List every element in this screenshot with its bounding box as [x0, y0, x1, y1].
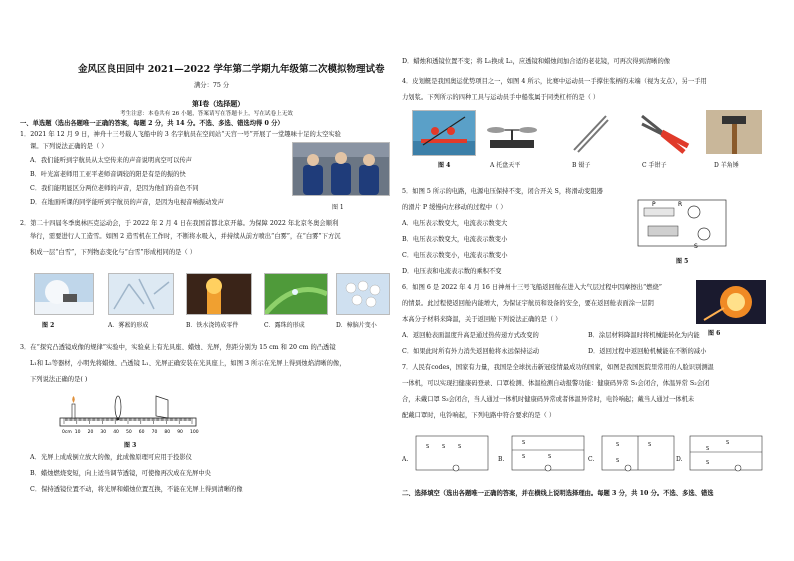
- claw-hammer-image: [706, 110, 762, 154]
- q3-stem-2: L₁和 L₂等器材，小明先将蜡烛、凸透镜 L₁、光屏正确安装在光具座上，如图 3 所示在光屏上得到烛焰清晰的像，: [30, 360, 346, 367]
- switch-label: S: [694, 243, 698, 250]
- svg-text:S: S: [548, 454, 552, 460]
- svg-text:S: S: [648, 442, 652, 448]
- part-heading: 第Ⅰ卷（选择题）: [192, 99, 245, 108]
- svg-text:S: S: [522, 454, 526, 460]
- reentry-capsule-photo: [696, 280, 766, 324]
- q3-option-a: A．光屏上成成倒立放大的像，此成像原理可应用于投影仪: [30, 454, 192, 461]
- bench-tick-label: 20: [87, 430, 94, 434]
- svg-text:S: S: [706, 460, 710, 466]
- dew-photo: [264, 273, 328, 315]
- bench-tick-label: 50: [126, 430, 132, 434]
- screen: [156, 396, 168, 418]
- q6-stem-2: 的情景。此过程使返回舱内能增大，为保证宇航员和设备的安全，要在返回舱表面涂一层阴: [402, 300, 654, 307]
- rheostat-label: R: [678, 201, 683, 208]
- q2-stem-1: 2．第二十四届冬季奥林匹克运动会，于 2022 年 2 月 4 日在我国首都北京开幕。为保障 2022 年北京冬奥会顺利: [20, 220, 339, 227]
- camphor-photo: [336, 273, 390, 315]
- bench-tick-label: 100: [190, 430, 199, 434]
- svg-text:S: S: [706, 446, 710, 452]
- fig1-caption: 图 1: [332, 204, 344, 211]
- q6-option-c: C．如果此时所有外力消失返回舱将永远保持运动: [402, 348, 540, 355]
- q2-option-a: A．雾凇的形成: [108, 322, 149, 329]
- q6-option-a: A．返回舱表面温度升高是通过热传递方式改变的: [402, 332, 539, 339]
- section1-heading: 一、单选题（选出各题唯一正确的答案，每题 2 分，共 14 分。不选、多选、错选均得 0 分）: [20, 120, 284, 127]
- circuit-option-a: [412, 428, 492, 478]
- fig5-caption: 图 5: [676, 258, 689, 265]
- svg-text:S: S: [442, 444, 446, 450]
- q6-option-d: D．返回过程中返回舱机械能在不断的减小: [588, 348, 707, 355]
- q1-stem-2: 课。下列说法正确的是（ ）: [30, 143, 108, 150]
- fig4-caption: 图 4: [438, 162, 451, 169]
- candle: [72, 404, 75, 418]
- q5-option-b: B．电压表示数变大，电流表示数变小: [402, 236, 508, 243]
- right-column: [402, 0, 780, 561]
- svg-text:S: S: [726, 440, 730, 446]
- score-line: 满分：75 分: [194, 82, 230, 89]
- svg-text:S: S: [522, 440, 526, 446]
- q7-option-d: D.: [676, 456, 683, 463]
- q4-option-b: B 镊子: [572, 162, 591, 169]
- exam-title: 金风区良田回中 2021—2022 学年第二学期九年级第二次模拟物理试卷: [78, 64, 385, 75]
- q4-option-c: C 手钳子: [642, 162, 667, 169]
- fig2-caption: 图 2: [42, 322, 55, 329]
- q3-option-d: D．蜡烛和透镜位置不变；将 L₁换成 L₂，应透镜和蜡烛间加合适的老花镜，可再次得到清晰的像: [402, 58, 671, 65]
- q1-option-a: A．我们能听到宇航员从太空传来的声音说明真空可以传声: [30, 157, 192, 164]
- bench-tick-label: 40: [113, 430, 119, 434]
- q5-option-a: A．电压表示数变大，电流表示数变大: [402, 220, 508, 227]
- tweezers-image: [566, 110, 614, 154]
- optical-bench-diagram: [56, 390, 206, 434]
- q7-option-c: C.: [588, 456, 595, 463]
- exam-notice: 考生注意：本卷共有 26 小题，答案请写在答题卡上，写在试卷上无效: [120, 111, 293, 117]
- rheostat: [644, 208, 674, 216]
- section2-heading: 二、选择填空（选出各题唯一正确的答案，并在横线上说明选择理由。每题 3 分，共 10 分。不选、多选、错选: [402, 490, 714, 497]
- q5-stem-2: 的滑片 P 缓慢向左移动的过程中（ ）: [402, 204, 507, 211]
- slider-label: P: [652, 201, 656, 208]
- rime-photo: [108, 273, 174, 315]
- q3-option-b: B．蜡烛燃烧变短，向上适当调节透镜，可使像再次成在光屏中央: [30, 470, 211, 477]
- molten-iron-photo: [186, 273, 252, 315]
- q7-stem-3: 合，未戴口罩 S₃会闭合，当人通过一体机时健康码异常或者体温异常时，电铃响起；戴当人通过一体机未: [402, 396, 695, 403]
- q5-option-c: C．电压表示数变小，电流表示数变小: [402, 252, 508, 259]
- bench-tick-label: 60: [138, 430, 145, 434]
- q2-option-b: B．铁水浇铸成零件: [186, 322, 239, 329]
- q4-stem-1: 4．皮划艇是我国奥运优势项目之一，如图 4 所示，比赛中运动员一手撑住浆柄的末端（视为支点），另一手用: [402, 78, 707, 85]
- balance-image: [484, 114, 540, 150]
- svg-text:S: S: [458, 444, 462, 450]
- fig3-caption: 图 3: [124, 442, 137, 449]
- q3-stem-3: 下列说法正确的是( ): [30, 376, 88, 383]
- q7-stem-1: 7．人民有codes，国家有力量，我国是全球抗击新冠疫情最成功的国家，如图是我国医院里常用的人脸识别测温: [402, 364, 714, 371]
- q6-stem-3: 本高分子材料来降温，关于返回舱下列说法正确的是（ ）: [402, 316, 562, 323]
- bench-tick-label: 90: [177, 430, 183, 434]
- q1-option-d: D．在地面听课的同学能听到宇航员的声音，是因为电视音响振动发声: [30, 199, 224, 206]
- q1-option-c: C．我们能明显区分两位老师的声音，是因为他们的音色不同: [30, 185, 199, 192]
- q2-stem-3: 积成一层“白雪”，下列物态变化与“白雪”形成相同的是（ ）: [30, 249, 197, 256]
- q4-option-d: D 羊角锤: [714, 162, 739, 169]
- q2-option-d: D．樟脑片变小: [336, 322, 377, 329]
- circuit-option-c: [598, 428, 678, 478]
- bench-tick-label: 70: [151, 430, 158, 434]
- kayak-photo: [412, 110, 476, 156]
- bench-tick-label: 0cm: [62, 430, 72, 434]
- svg-text:S: S: [616, 442, 620, 448]
- voltmeter: [688, 206, 700, 218]
- q7-option-b: B.: [498, 456, 505, 463]
- bench-tick-label: 10: [74, 430, 81, 434]
- q2-stem-2: 举行，需要进行人工造雪。如图 2 造雪机在工作时，不断将水吸入，并持续从前方喷出“白雾”，在“白雾”下方沉: [30, 233, 341, 240]
- fig6-caption: 图 6: [708, 330, 721, 337]
- circuit-option-b: [508, 428, 588, 478]
- q5-option-d: D．电压表和电流表示数的乘积不变: [402, 268, 502, 275]
- ammeter: [698, 228, 710, 240]
- q7-stem-4: 配戴口罩时，电铃响起，下列电路中符合要求的是（ ）: [402, 412, 556, 419]
- q2-option-c: C．露珠的形成: [264, 322, 305, 329]
- lens: [115, 396, 121, 418]
- q1-option-b: B．叶光富老师用工亚平老师音调较的阳是有是的振的快: [30, 171, 186, 178]
- circuit-fig5: [634, 196, 730, 252]
- q7-option-a: A.: [402, 456, 409, 463]
- q7-stem-2: 一体机，可以实现扫健康码登录、口罩检测、体温检测自动报警功能：健康码异常 S₁会闭合，体温异常 S₂会闭: [402, 380, 710, 387]
- q6-option-b: B．涂层材料降温时将机械能转化为内能: [588, 332, 700, 339]
- svg-text:S: S: [616, 458, 620, 464]
- bench-tick-label: 80: [164, 430, 171, 434]
- astronauts-photo: [292, 142, 390, 196]
- q4-stem-2: 力划浆。下列所示的四种工具与运动员手中船浆属于同类杠杆的是（ ）: [402, 94, 600, 101]
- q5-stem-1: 5．如图 5 所示的电路，电源电压保持不变，闭合开关 S，将滑动变阻器: [402, 188, 603, 195]
- q1-stem-1: 1．2021 年 12 月 9 日，神舟十三号载人飞船中的 3 名宇航员在空间站“天宫一号”开展了一堂趣味十足的太空实验: [20, 131, 341, 138]
- left-column: [20, 0, 398, 561]
- q6-stem-1: 6．如图 6 是 2022 年 4 月 16 日神州十三号飞船返回舱在进入大气层过程中因摩擦出“燃烧”: [402, 284, 663, 291]
- bench-tick-label: 30: [100, 430, 107, 434]
- svg-text:S: S: [426, 444, 430, 450]
- q4-option-a: A 托盘天平: [490, 162, 521, 169]
- pliers-image: [636, 110, 692, 154]
- circuit-option-d: [686, 428, 766, 478]
- snow-machine-photo: [34, 273, 94, 315]
- q3-option-c: C．保持透镜位置不动，将光屏和蜡烛位置互换，不能在光屏上得到清晰的像: [30, 486, 243, 493]
- q3-stem-1: 3．在“探究凸透镜成像的规律”实验中，实验桌上有光具座、蜡烛、光屏，焦距分别为 15 cm 和 20 cm 的凸透镜: [20, 344, 336, 351]
- flame: [72, 396, 75, 403]
- resistor: [648, 226, 678, 236]
